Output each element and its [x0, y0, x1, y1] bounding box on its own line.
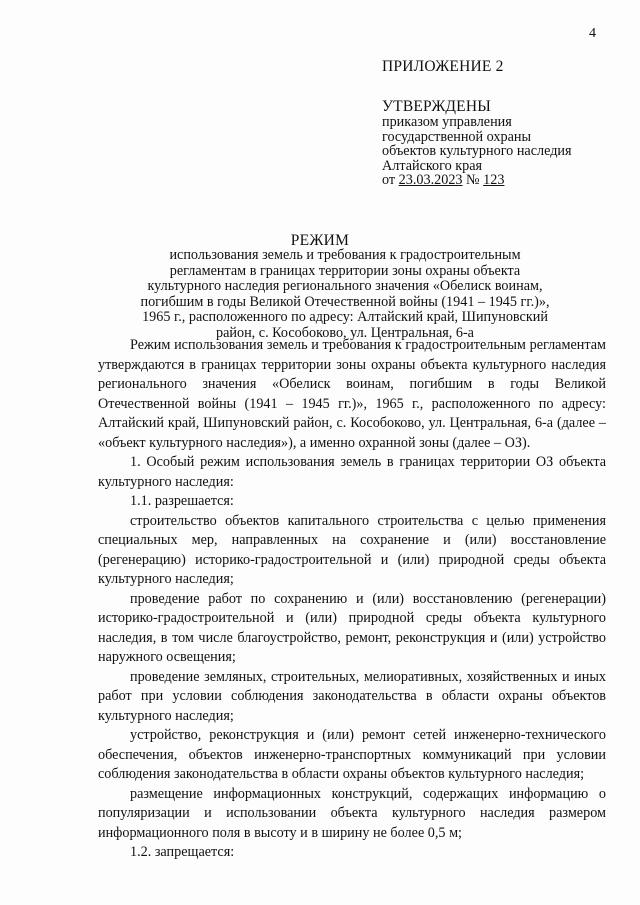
subtitle-line: использования земель и требования к градостроительным: [169, 247, 521, 263]
page-number: 4: [589, 26, 596, 41]
permitted-item: проведение земляных, строительных, мелиоративных, хозяйственных и иных работ при условии соблюдения законодательства в области охраны объектов культурного наследия;: [98, 668, 606, 724]
subtitle-line: культурного наследия регионального значения «Обелиск воинам,: [147, 278, 543, 294]
intro-paragraph: Режим использования земель и требования к градостроительным регламентам утверждаются в границах территории зоны охраны объекта культурного наследия регионального значения «Обелиск воинам, погибшим в годы Великой Отечественной войны (1941 – 1945 гг.)», 1965 г., расположенного по адресу: Алтайский край, Шипуновский район, с. Кособоково, ул. Центральная, 6-а (далее – «объект культурного наследия»), а именно охранной зоны (далее – ОЗ).: [98, 337, 606, 451]
permitted-item: проведение работ по сохранению и (или) восстановлению (регенерации) историко-градостроительной и (или) природной среды объекта культурного наследия, в том числе благоустройство, ремонт, реконструкция и (или) устройство наружного освещения;: [98, 590, 606, 665]
subtitle-line: регламентам в границах территории зоны охраны объекта: [169, 262, 521, 279]
document-subtitle: [120, 248, 570, 341]
annex-title: ПРИЛОЖЕНИЕ 2: [382, 58, 504, 75]
approval-line: Алтайского края: [382, 157, 483, 174]
section-1-2-heading: 1.2. запрещается:: [130, 844, 235, 860]
approval-line: государственной охраны: [382, 128, 532, 145]
approval-line: объектов культурного наследия: [382, 143, 572, 159]
document-title: РЕЖИМ: [290, 232, 350, 249]
approval-block: [382, 58, 612, 188]
subtitle-line: погибшим в годы Великой Отечественной войны (1941 – 1945 гг.)»,: [140, 293, 550, 310]
permitted-item: размещение информационных конструкций, содержащих информацию о популяризации и использовании объекта культурного наследия размером информационного поля в высоту и в ширину не более 0,5 м;: [98, 785, 606, 841]
order-date: 23.03.2023: [398, 172, 463, 188]
approved-heading: УТВЕРЖДЕНЫ: [382, 98, 491, 115]
order-prefix: от: [382, 172, 396, 188]
subtitle-line: 1965 г., расположенного по адресу: Алтайский край, Шипуновский: [142, 309, 548, 325]
order-number: 123: [483, 172, 505, 188]
document-body: [98, 336, 606, 863]
approval-line: приказом управления: [382, 114, 512, 130]
order-number-sign: №: [466, 172, 480, 188]
section-1-1-heading: 1.1. разрешается:: [130, 493, 234, 509]
permitted-item: строительство объектов капитального строительства с целью применения специальных мер, направленных на сохранение и (или) восстановление (регенерацию) историко-градостроительной и (или) природной среды объекта культурного наследия;: [98, 512, 606, 587]
section-1-heading: 1. Особый режим использования земель в границах территории ОЗ объекта культурного наследия:: [98, 454, 606, 490]
subtitle-line: район, с. Кособоково, ул. Центральная, 6-а: [216, 324, 474, 341]
order-reference: [382, 173, 612, 188]
permitted-item: устройство, реконструкция и (или) ремонт сетей инженерно-технического обеспечения, объектов инженерно-транспортных коммуникаций при условии соблюдения законодательства в области охраны объектов культурного наследия;: [98, 727, 606, 782]
